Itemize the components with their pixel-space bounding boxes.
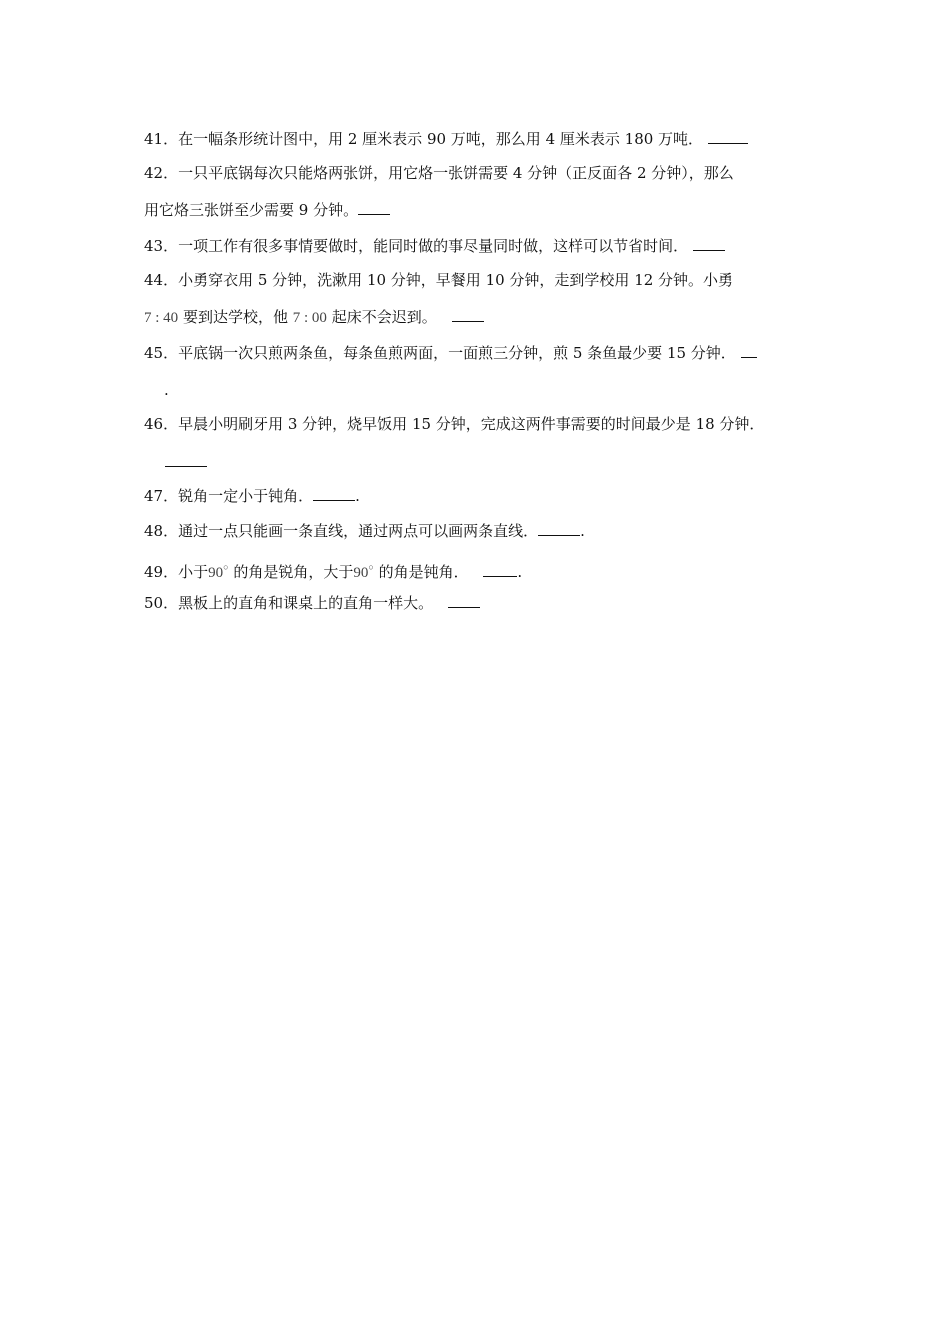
answer-blank[interactable] [538,521,580,536]
question-46 [144,414,764,434]
question-50 [144,593,480,613]
question-number: 43． [144,237,179,255]
question-text: 小于 [178,563,209,581]
question-text: 用它烙三张饼至少需要 9 分钟。 [144,201,359,219]
question-49 [144,557,522,583]
question-number: 49． [144,563,179,581]
answer-blank[interactable] [165,452,207,467]
question-text: 起床不会迟到。 [331,308,437,326]
question-number: 45． [144,344,179,362]
angle-value: 90○ [353,562,374,581]
question-text: 黑板上的直角和课桌上的直角一样大。 [178,594,434,612]
question-45 [144,343,757,363]
question-47 [144,486,360,506]
question-number: 48． [144,522,179,540]
question-text: 平底锅一次只煎两条鱼，每条鱼煎两面，一面煎三分钟，煎 5 条鱼最少要 15 分钟． [178,344,736,362]
angle-value: 90○ [208,562,229,581]
question-text: 锐角一定小于钝角． [178,487,314,505]
answer-blank[interactable] [483,562,517,577]
question-text: 的角是钝角． [378,563,469,581]
answer-blank[interactable] [452,307,484,322]
question-number: 44． [144,271,179,289]
question-44-continued [144,307,484,328]
question-44 [144,270,733,290]
punctuation: . [355,487,360,505]
question-number: 47． [144,487,179,505]
question-text: 一只平底锅每次只能烙两张饼，用它烙一张饼需要 4 分钟（正反面各 2 分钟），那么 [178,164,734,182]
question-46-continued [165,452,207,472]
question-number: 46． [144,415,179,433]
question-number: 42． [144,164,179,182]
punctuation: . [164,381,169,399]
question-number: 41． [144,130,179,148]
question-text: 小勇穿衣用 5 分钟，洗漱用 10 分钟，早餐用 10 分钟，走到学校用 12 分钟。小勇 [178,271,734,289]
question-number: 50． [144,594,179,612]
question-text: 早晨小明刷牙用 3 分钟，烧早饭用 15 分钟，完成这两件事需要的时间最少是 18 分钟． [178,415,765,433]
question-text: 通过一点只能画一条直线，通过两点可以画两条直线． [178,522,539,540]
question-48 [144,521,585,541]
question-42 [144,163,734,183]
answer-blank[interactable] [358,200,390,215]
question-42-continued [144,200,390,220]
question-41 [144,129,748,149]
question-text: 在一幅条形统计图中，用 2 厘米表示 90 万吨，那么用 4 厘米表示 180 万吨． [178,130,704,148]
answer-blank[interactable] [693,236,725,251]
question-45-continued [164,380,169,400]
answer-blank[interactable] [708,129,748,144]
answer-blank[interactable] [448,593,480,608]
answer-blank[interactable] [313,486,355,501]
punctuation: . [580,522,585,540]
time-value: 7 : 40 [144,310,179,326]
question-43 [144,236,725,256]
time-value: 7 : 00 [292,310,327,326]
answer-blank[interactable] [741,343,757,358]
punctuation: . [517,563,523,581]
question-text: 要到达学校，他 [182,308,288,326]
question-text: 一项工作有很多事情要做时，能同时做的事尽量同时做，这样可以节省时间． [178,237,689,255]
question-text: 的角是锐角，大于 [233,563,354,581]
